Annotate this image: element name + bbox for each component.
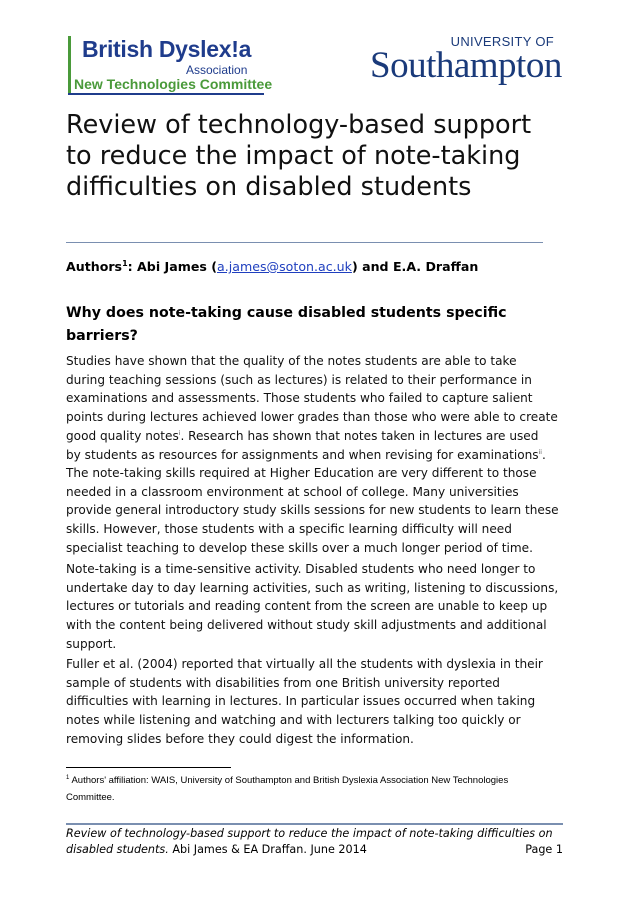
paragraph-line: points during lectures achieved lower grades than those who were able to create bbox=[66, 410, 558, 425]
bda-logo-name: British Dyslex!a bbox=[82, 36, 252, 62]
document-title: Review of technology-based support to reduce the impact of note-taking difficulties on disabled students bbox=[66, 110, 532, 202]
paragraph-3 bbox=[66, 560, 559, 654]
endnote-ref: ii bbox=[538, 448, 542, 456]
footnote-number: 1 bbox=[66, 774, 70, 781]
southampton-logo bbox=[370, 34, 560, 84]
paragraph-2 bbox=[66, 464, 559, 558]
endnote-ref: i bbox=[178, 429, 181, 437]
paragraph-line: Studies have shown that the quality of the notes students are able to take bbox=[66, 354, 517, 368]
authors-line bbox=[66, 259, 478, 274]
paragraph-line: notes while listening and watching and with lecturers talking too quickly or bbox=[66, 713, 521, 728]
paragraph-line: with the content being delivered without study skill adjustments and additional bbox=[66, 618, 547, 633]
paragraph-line: Note-taking is a time-sensitive activity. Disabled students who need longer to bbox=[66, 562, 536, 576]
authors-prefix: : Abi James ( bbox=[127, 259, 218, 274]
paragraph-line: support. bbox=[66, 636, 117, 651]
paragraph-1 bbox=[66, 352, 556, 464]
page-footer bbox=[66, 826, 563, 858]
paragraph-line: undertake day to day learning activities, such as writing, listening to discussions, bbox=[66, 580, 559, 595]
paragraph-line: by students as resources for assignments and when revising for examinations$^{ii}$. bbox=[66, 447, 546, 462]
paragraph-line: removing slides before they could digest the information. bbox=[66, 731, 414, 746]
footer-line-2: disabled students. Abi James & EA Draffan. June 2014 bbox=[66, 843, 367, 856]
footnote-divider bbox=[66, 767, 231, 768]
bda-logo-subtitle: Association bbox=[186, 63, 248, 77]
footnote-text: Authors' affiliation: WAIS, University of Southampton and British Dyslexia Association New Technologies Committee. bbox=[66, 775, 509, 803]
paragraph-line: difficulties with learning in lectures. In particular issues occurred when taking bbox=[66, 694, 536, 709]
paragraph-line: Fuller et al. (2004) reported that virtually all the students with dyslexia in their bbox=[66, 657, 543, 671]
southampton-logo-small: UNIVERSITY OF bbox=[450, 34, 554, 49]
footer-line-1: Review of technology-based support to reduce the impact of note-taking difficulties on bbox=[66, 827, 553, 840]
paragraph-line: lectures or tutorials and reading content from the screen are unable to keep up bbox=[66, 599, 548, 614]
paragraph-line: good quality notes$^i$. Research has shown that notes taken in lectures are used bbox=[66, 428, 539, 443]
paragraph-line: provide general introductory study skills sessions for new students to learn these bbox=[66, 503, 559, 518]
authors-label: Authors bbox=[66, 259, 123, 274]
page-number: Page 1 bbox=[525, 843, 563, 856]
paragraph-line: sample of students with disabilities from one British university reported bbox=[66, 675, 500, 690]
paragraph-4 bbox=[66, 655, 556, 749]
paragraph-line: specialist teaching to develop these skills over a much longer period of time. bbox=[66, 540, 533, 555]
footnote-marker: 1 bbox=[122, 258, 128, 268]
footnote bbox=[66, 772, 556, 806]
paragraph-line: The note-taking skills required at Higher Education are very different to those bbox=[66, 466, 537, 480]
paragraph-line: during teaching sessions (such as lectures) is related to their performance in bbox=[66, 372, 532, 387]
logo-underline bbox=[68, 93, 264, 95]
footer-divider bbox=[66, 823, 563, 825]
paragraph-line: examinations and assessments. Those students who failed to capture salient bbox=[66, 391, 533, 406]
logo-accent-bar bbox=[68, 36, 71, 93]
title-divider bbox=[66, 242, 543, 243]
author-email-link[interactable]: a.james@soton.ac.uk bbox=[217, 259, 352, 274]
paragraph-line: needed in a classroom environment at school of college. Many universities bbox=[66, 484, 519, 499]
bda-logo bbox=[68, 36, 273, 96]
authors-suffix: ) and E.A. Draffan bbox=[351, 259, 479, 274]
southampton-logo-big: Southampton bbox=[370, 45, 562, 86]
bda-logo-committee: New Technologies Committee bbox=[74, 76, 273, 92]
section-heading: Why does note-taking cause disabled students specific barriers? bbox=[66, 305, 507, 344]
paragraph-line: skills. However, those students with a specific learning difficulty will need bbox=[66, 522, 512, 537]
